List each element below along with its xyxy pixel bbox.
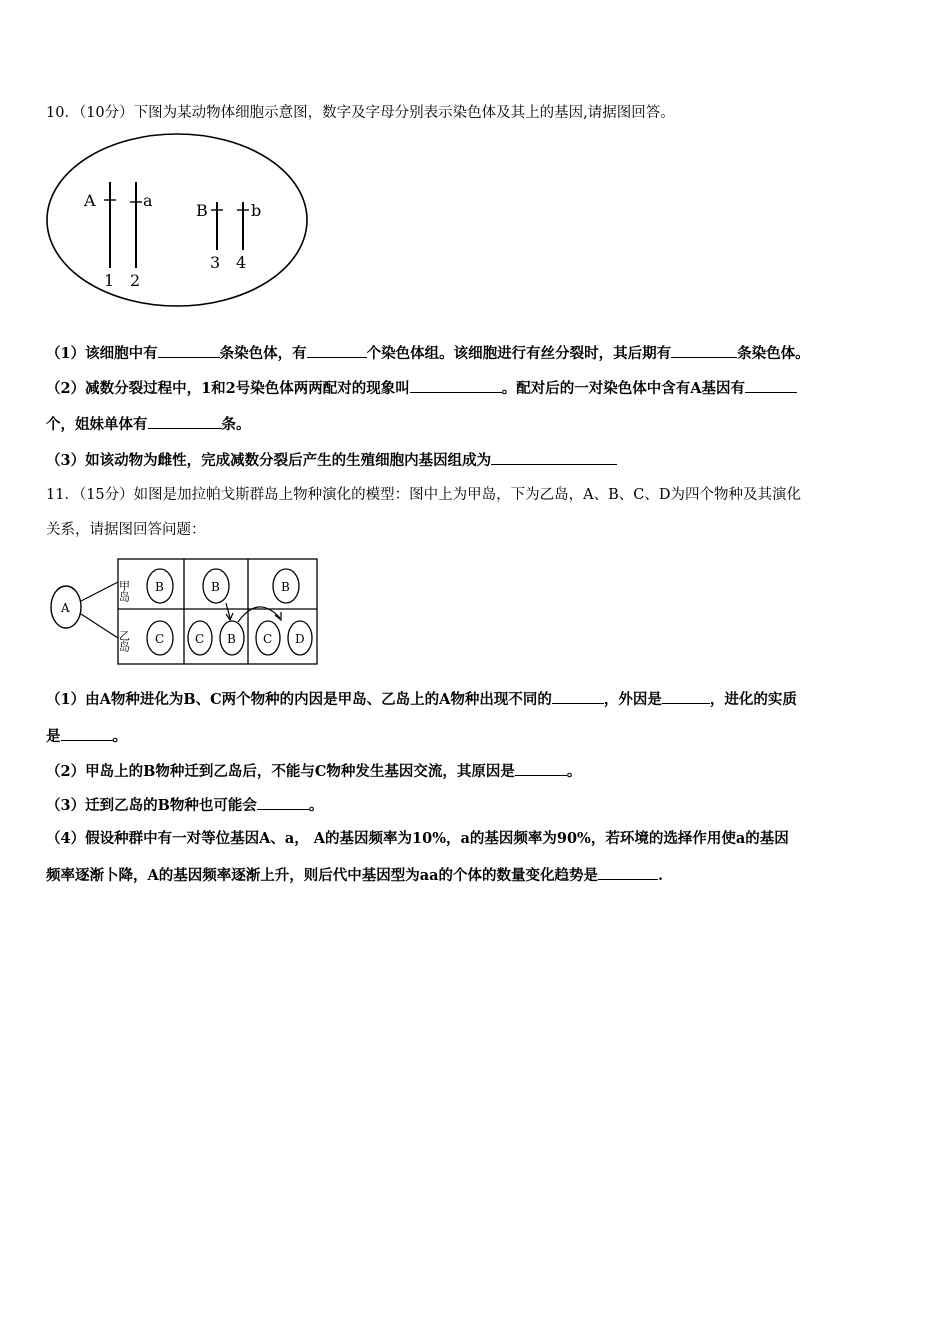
grid-frame: [118, 559, 317, 664]
answer-blank[interactable]: [410, 378, 502, 393]
q10-part-3: （3）如该动物为雌性，完成减数分裂后产生的生殖细胞内基因组成为: [46, 450, 617, 471]
q10-part-1: （1）该细胞中有 条染色体，有 个染色体组。该细胞进行有丝分裂时，其后期有 条染色体。: [46, 345, 810, 362]
chromosome-number-4: 4: [236, 253, 247, 272]
island-label-top: 甲岛: [117, 580, 131, 602]
q10-part-2-cont: 个，姐妹单体有 条。: [46, 416, 251, 433]
answer-blank[interactable]: [552, 689, 604, 704]
island-evolution-diagram: [48, 556, 323, 668]
answer-blank[interactable]: [158, 343, 220, 358]
q11-part-1: （1）由A物种进化为B、C两个物种的内因是甲岛、乙岛上的A物种出现不同的 ，外因是 ，进化的实质: [46, 691, 797, 708]
answer-blank[interactable]: [61, 726, 113, 741]
species-label: B: [227, 632, 236, 646]
island-label-bottom: 乙岛: [117, 630, 131, 652]
species-label: C: [155, 632, 165, 646]
answer-blank[interactable]: [257, 795, 309, 810]
species-label: D: [295, 632, 305, 646]
answer-blank[interactable]: [515, 761, 567, 776]
answer-blank[interactable]: [491, 450, 617, 465]
cell-diagram: [44, 132, 314, 314]
gene-label-A: A: [84, 191, 96, 210]
chromosome-number-2: 2: [130, 271, 141, 290]
q11-part-4-cont: 频率逐渐卜降，A的基因频率逐渐上升，则后代中基因型为aa的个体的数量变化趋势是 .: [46, 867, 664, 884]
answer-blank[interactable]: [671, 343, 737, 358]
gene-label-a: a: [143, 191, 153, 210]
species-label: B: [281, 580, 290, 594]
answer-blank[interactable]: [148, 414, 222, 429]
q11-header-cont: 关系，请据图回答问题：: [46, 522, 206, 538]
answer-blank[interactable]: [307, 343, 367, 358]
species-label: C: [263, 632, 273, 646]
species-label: B: [211, 580, 220, 594]
q11-header: 11．（15分）如图是加拉帕戈斯群岛上物种演化的模型：图中上为甲岛，下为乙岛，A、B、C、D为四个物种及其演化: [46, 487, 801, 503]
q10-header: 10．（10分）下图为某动物体细胞示意图，数字及字母分别表示染色体及其上的基因,请据图回答。: [46, 105, 675, 121]
chromosome-number-1: 1: [104, 271, 115, 290]
species-label: C: [195, 632, 205, 646]
q11-part-4: （4）假设种群中有一对等位基因A、a， A的基因频率为10%，a的基因频率为90%，若环境的选择作用使a的基因: [46, 830, 789, 847]
species-label: A: [61, 601, 70, 615]
q11-part-3: （3）迁到乙岛的B物种也可能会 。: [46, 797, 324, 814]
answer-blank[interactable]: [598, 865, 658, 880]
gene-label-b: b: [251, 201, 262, 220]
link-A-to-bottom: [81, 614, 118, 638]
chromosome-number-3: 3: [210, 253, 221, 272]
species-label: B: [155, 580, 164, 594]
gene-label-B: B: [196, 201, 208, 220]
link-A-to-top: [81, 582, 118, 601]
q11-part-1-cont: 是 。: [46, 728, 127, 745]
q11-part-2: （2）甲岛上的B物种迁到乙岛后，不能与C物种发生基因交流，其原因是 。: [46, 763, 582, 780]
answer-blank[interactable]: [745, 378, 797, 393]
cell-membrane: [47, 134, 307, 306]
answer-blank[interactable]: [662, 689, 710, 704]
q10-part-2: （2）减数分裂过程中，1和2号染色体两两配对的现象叫 。配对后的一对染色体中含有A基因有: [46, 378, 797, 399]
